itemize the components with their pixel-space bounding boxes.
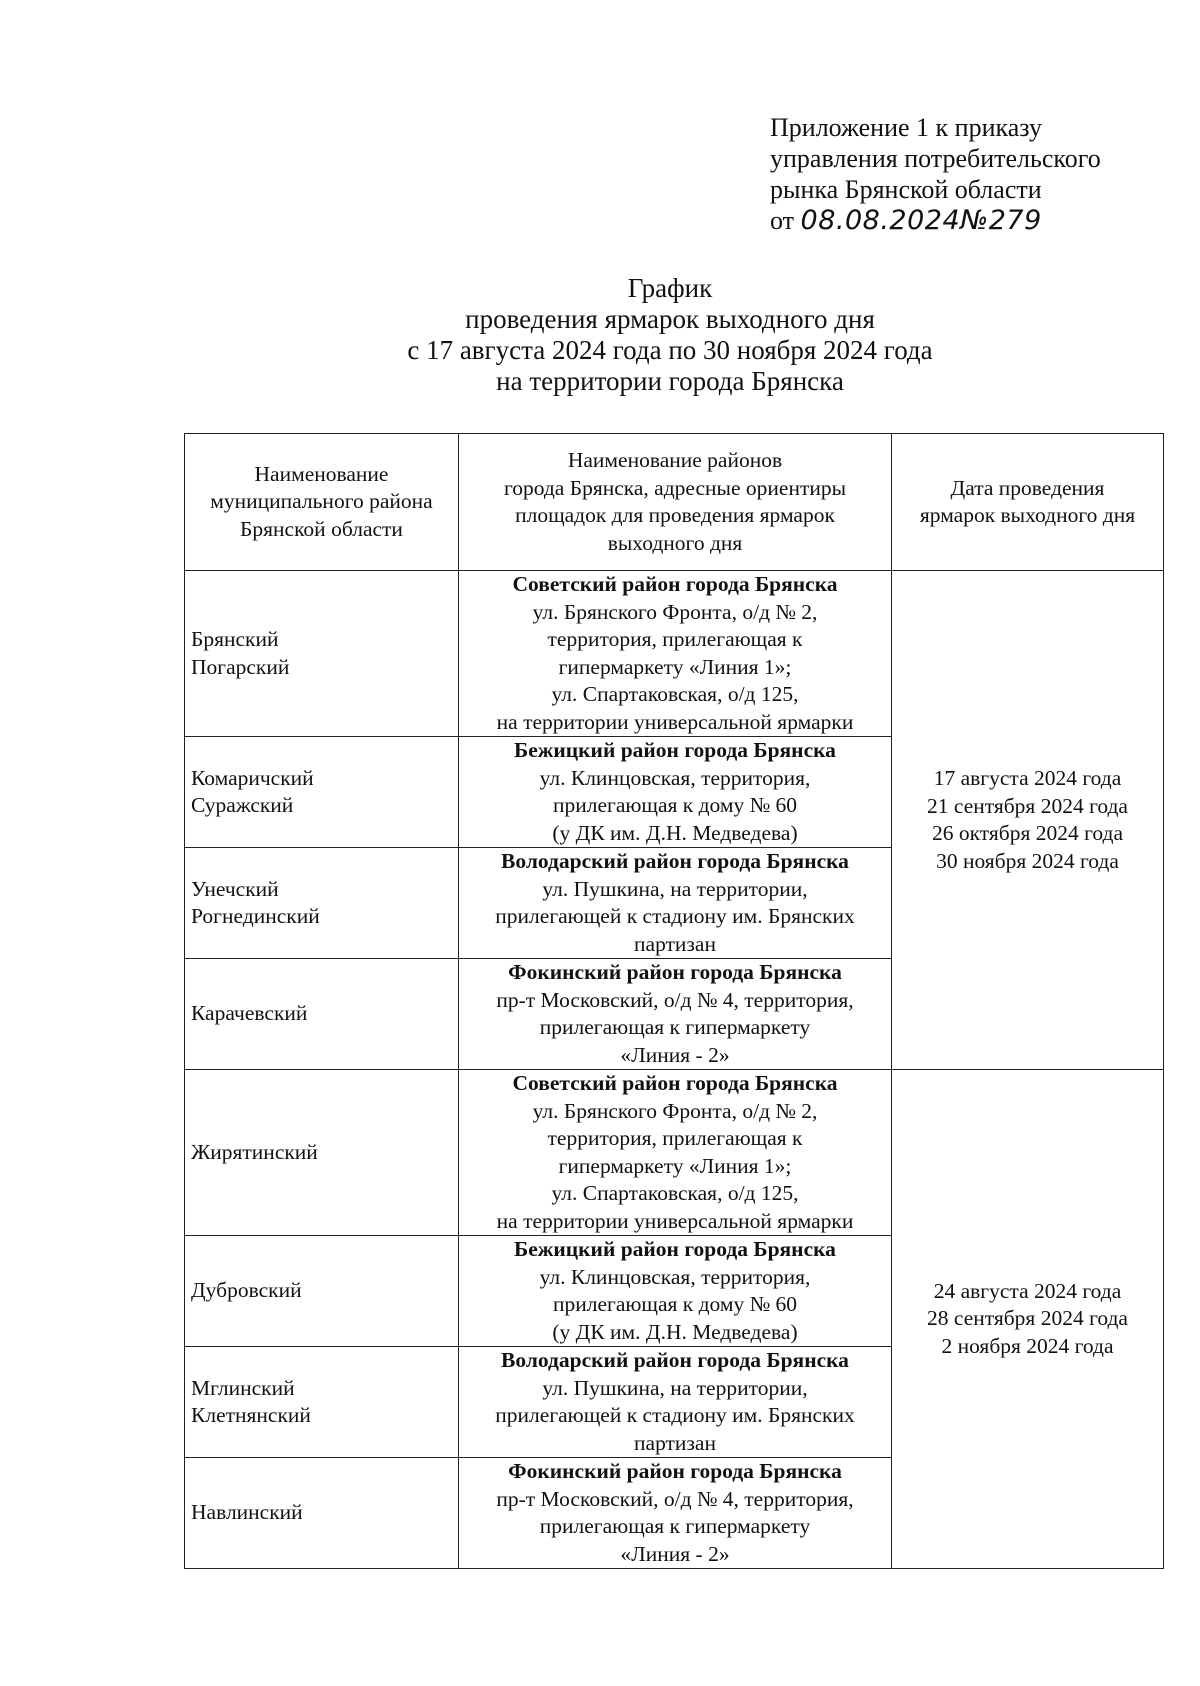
site-address-line: (у ДК им. Д.Н. Медведева) — [552, 820, 798, 845]
header-line: Наименование — [254, 461, 389, 486]
district-name: Володарский район города Брянска — [501, 849, 849, 873]
municipality-cell — [185, 959, 459, 1070]
site-address-line: партизан — [634, 931, 716, 956]
site-address-line: ул. Пушкина, на территории, — [542, 876, 808, 901]
appendix-line: рынка Брянской области — [770, 175, 1042, 204]
municipality-name: Рогнединский — [191, 904, 320, 928]
municipality-name: Погарский — [191, 654, 290, 679]
header-line: выходного дня — [607, 530, 743, 555]
municipality-cell — [185, 1347, 459, 1458]
site-cell — [459, 959, 892, 1070]
municipality-name: Карачевский — [191, 1001, 308, 1026]
fair-date: 24 августа 2024 года — [933, 1278, 1122, 1303]
site-address-line: ул. Брянского Фронта, о/д № 2, — [532, 1098, 818, 1123]
site-cell — [459, 1070, 892, 1236]
header-line: Дата проведения — [950, 475, 1105, 500]
site-address-line: партизан — [634, 1430, 716, 1455]
site-address-line: прилегающая к дому № 60 — [552, 793, 798, 817]
header-line: города Брянска, адресные ориентиры — [503, 475, 847, 500]
district-name: Володарский район города Брянска — [501, 1348, 849, 1372]
site-cell — [459, 1347, 892, 1458]
fair-date: 28 сентября 2024 года — [927, 1306, 1128, 1331]
site-cell — [459, 737, 892, 848]
site-address-line: ул. Клинцовская, территория, — [539, 765, 811, 790]
site-address-line: ул. Спартаковская, о/д 125, — [551, 682, 799, 706]
appendix-date-line — [770, 205, 1170, 236]
municipality-name: Навлинский — [191, 1500, 303, 1525]
site-cell — [459, 848, 892, 959]
municipality-cell — [185, 737, 459, 848]
handwritten-order-number: №279 — [960, 205, 1042, 236]
district-name: Советский район города Брянска — [512, 572, 838, 596]
municipality-name: Суражский — [191, 793, 294, 817]
fair-schedule-table — [184, 433, 1164, 1569]
fair-date: 17 августа 2024 года — [933, 766, 1122, 790]
site-address-line: ул. Брянского Фронта, о/д № 2, — [532, 599, 818, 624]
appendix-note — [770, 112, 1170, 236]
table-row — [185, 571, 1164, 737]
title-line: проведения ярмарок выходного дня — [465, 304, 875, 334]
municipality-cell — [185, 1236, 459, 1347]
table-header-row — [185, 434, 1164, 571]
site-address-line: на территории универсальной ярмарки — [496, 1208, 854, 1233]
site-address-line: прилегающая к дому № 60 — [552, 1292, 798, 1316]
fair-dates-cell — [892, 1070, 1164, 1569]
site-address-line: пр-т Московский, о/д № 4, территория, — [496, 987, 854, 1012]
header-dates — [892, 434, 1164, 571]
header-line: муниципального района — [210, 489, 433, 514]
site-address-line: на территории универсальной ярмарки — [496, 709, 854, 734]
municipality-name: Жирятинский — [191, 1139, 318, 1164]
municipality-cell — [185, 848, 459, 959]
district-name: Фокинский район города Брянска — [508, 1459, 842, 1483]
fair-date: 26 октября 2024 года — [931, 821, 1123, 845]
municipality-name: Мглинский — [191, 1375, 295, 1400]
table-row — [185, 1070, 1164, 1236]
municipality-cell — [185, 1458, 459, 1569]
header-municipality — [185, 434, 459, 571]
title-line: График — [627, 273, 713, 303]
site-address-line: прилегающей к стадиону им. Брянских — [495, 1403, 855, 1427]
site-address-line: прилегающая к гипермаркету — [539, 1514, 811, 1538]
municipality-name: Брянский — [191, 627, 279, 651]
appendix-line: управления потребительского — [770, 144, 1101, 173]
title-line: с 17 августа 2024 года по 30 ноября 2024 года — [407, 335, 933, 365]
header-line: Наименование районов — [567, 448, 783, 472]
municipality-name: Дубровский — [191, 1278, 302, 1303]
header-site — [459, 434, 892, 571]
site-address-line: гипермаркету «Линия 1»; — [558, 654, 792, 679]
fair-date: 30 ноября 2024 года — [936, 848, 1119, 873]
site-cell — [459, 1458, 892, 1569]
site-address-line: гипермаркету «Линия 1»; — [558, 1153, 792, 1178]
site-address-line: территория, прилегающая к — [547, 1126, 803, 1150]
appendix-line: Приложение 1 к приказу — [770, 113, 1043, 142]
site-address-line: ул. Спартаковская, о/д 125, — [551, 1181, 799, 1205]
district-name: Советский район города Брянска — [512, 1071, 838, 1095]
municipality-name: Унечский — [191, 876, 279, 901]
site-address-line: прилегающая к гипермаркету — [539, 1015, 811, 1039]
municipality-cell — [185, 1070, 459, 1236]
district-name: Бежицкий район города Брянска — [514, 1237, 836, 1261]
header-line: площадок для проведения ярмарок — [515, 503, 835, 527]
municipality-cell — [185, 571, 459, 737]
municipality-name: Клетнянский — [191, 1403, 311, 1427]
site-address-line: территория, прилегающая к — [547, 627, 803, 651]
title-line: на территории города Брянска — [496, 366, 844, 396]
site-address-line: «Линия - 2» — [620, 1541, 730, 1566]
handwritten-date: 08.08.2024 — [800, 205, 961, 236]
site-cell — [459, 1236, 892, 1347]
fair-date: 2 ноября 2024 года — [941, 1333, 1114, 1358]
site-address-line: (у ДК им. Д.Н. Медведева) — [552, 1319, 798, 1344]
site-cell — [459, 571, 892, 737]
site-address-line: прилегающей к стадиону им. Брянских — [495, 904, 855, 928]
site-address-line: «Линия - 2» — [620, 1042, 730, 1067]
site-address-line: ул. Клинцовская, территория, — [539, 1264, 811, 1289]
district-name: Фокинский район города Брянска — [508, 960, 842, 984]
document-title — [170, 273, 1170, 397]
date-prefix: от — [770, 206, 795, 235]
fair-dates-cell — [892, 571, 1164, 1070]
municipality-name: Комаричский — [191, 765, 314, 790]
site-address-line: ул. Пушкина, на территории, — [542, 1375, 808, 1400]
fair-date: 21 сентября 2024 года — [927, 793, 1128, 818]
site-address-line: пр-т Московский, о/д № 4, территория, — [496, 1486, 854, 1511]
header-line: ярмарок выходного дня — [919, 503, 1136, 527]
district-name: Бежицкий район города Брянска — [514, 738, 836, 762]
header-line: Брянской области — [240, 516, 403, 541]
